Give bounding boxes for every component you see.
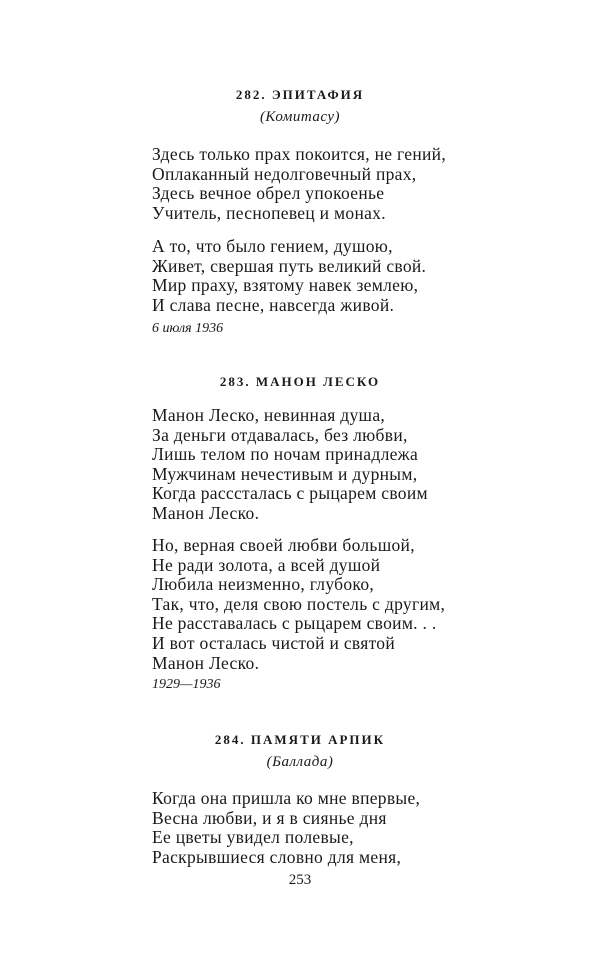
poem-title: 284. ПАМЯТИ АРПИК <box>214 732 386 747</box>
verse-line: За деньги отдавалась, без любви, <box>152 424 408 445</box>
verse-line: Оплаканный недолговечный прах, <box>152 163 417 184</box>
verse-line: Здесь только прах покоится, не гений, <box>152 144 447 164</box>
verse-line: Манон Леско, невинная душа, <box>152 405 386 425</box>
verse-line: Манон Леско. <box>152 502 260 523</box>
poem-date: 1929—1936 <box>152 677 221 692</box>
poem-subtitle: (Баллада) <box>266 754 334 770</box>
verse-line: Лишь телом по ночам принадлежа <box>152 444 419 465</box>
stanza <box>152 237 426 315</box>
verse-line: Не расставалась с рыцарем своим. . . <box>152 613 437 634</box>
page-number: 253 <box>288 872 312 888</box>
verse-line: Но, верная своей любви большой, <box>152 535 415 555</box>
verse-line: Ее цветы увидел полевые, <box>152 827 354 848</box>
verse-line: А то, что было гением, душою, <box>152 236 393 256</box>
verse-line: Когда она пришла ко мне впервые, <box>152 788 421 808</box>
stanza <box>152 145 446 223</box>
verse-line: И вот осталась чистой и святой <box>152 632 396 653</box>
verse-line: Манон Леско. <box>152 652 260 673</box>
stanza <box>152 789 420 867</box>
verse-line: Учитель, песнопевец и монах. <box>152 202 386 223</box>
verse-line: Когда расссталась с рыцарем своим <box>152 483 428 504</box>
poem-title: 282. ЭПИТАФИЯ <box>235 87 365 102</box>
verse-line: Весна любви, и я в сиянье дня <box>152 807 387 828</box>
stanza <box>152 536 445 673</box>
verse-line: Мир праху, взятому навек землею, <box>152 275 419 296</box>
verse-line: Любила неизменно, глубоко, <box>152 574 375 595</box>
poem-subtitle: (Комитасу) <box>259 109 341 125</box>
verse-line: Мужчинам нечестивым и дурным, <box>152 463 418 484</box>
verse-line: Не ради золота, а всей душой <box>152 554 381 575</box>
verse-line: Живет, свершая путь великий свой. <box>152 255 427 276</box>
verse-line: И слава песне, навсегда живой. <box>152 294 395 315</box>
verse-line: Так, что, деля свою постель с другим, <box>152 593 446 614</box>
verse-line: Раскрывшиеся словно для меня, <box>152 846 402 867</box>
poem-title: 283. МАНОН ЛЕСКО <box>219 374 381 389</box>
verse-line: Здесь вечное обрел упокоенье <box>152 183 385 204</box>
poem-date: 6 июля 1936 <box>152 321 224 336</box>
stanza <box>152 406 428 524</box>
